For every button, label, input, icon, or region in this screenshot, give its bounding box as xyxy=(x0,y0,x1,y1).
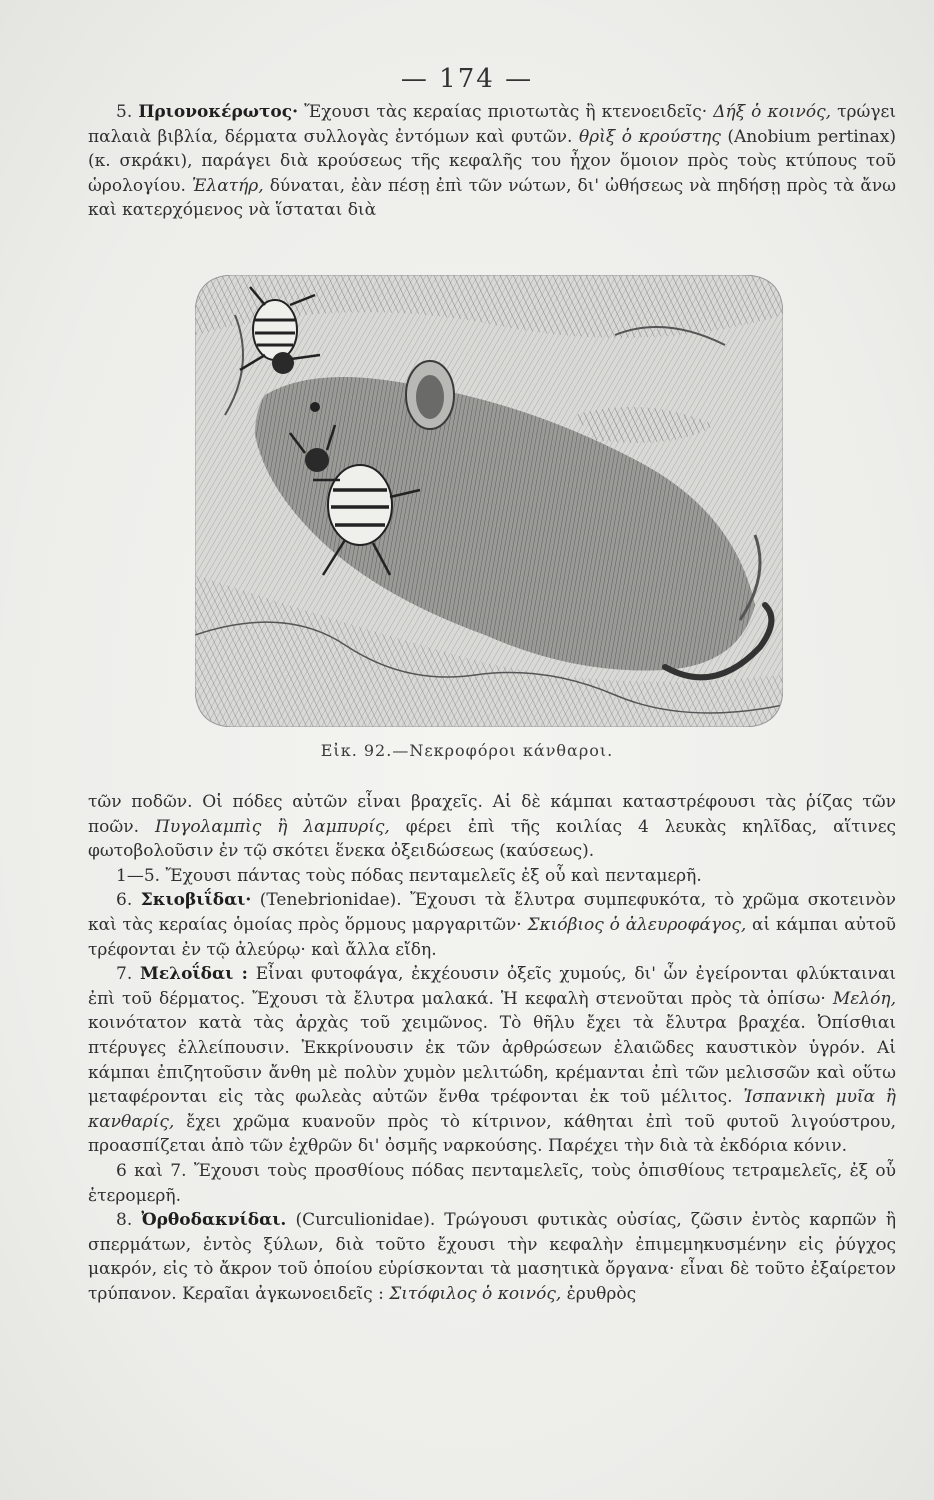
species-name: Μελόη, xyxy=(832,988,896,1009)
paragraph-orthodaknidai xyxy=(88,1208,896,1306)
paragraph-text: αἱ κάμπαι αὐτοῦ τρέφονται ἐν τῷ ἀλεύρῳ· καὶ ἄλλα εἴδη. xyxy=(88,914,896,960)
paragraph-meloidai xyxy=(88,962,896,1159)
paragraph-heteromera xyxy=(88,1159,896,1208)
section-number: 8. xyxy=(116,1210,133,1231)
paragraph-text: κοινότατον κατὰ τὰς ἀρχὰς τοῦ χειμῶνος. Τὸ θῆλυ ἔχει τὰ ἔλυτρα βραχέα. Ὀπίσθιαι πτέρυγες ἐλλείπουσιν. Ἐκκρίνουσιν ἐκ τῶν ἀρθρώσεων ἐλαιῶδες καυστικὸν ὑγρόν. Αἱ κάμπαι ἐπιζητοῦσιν ἄνθη μὲ πολὺν χυμὸν μελιτώδη, κρέμανται ἐπὶ τῶν μελισσῶν καὶ οὕτω μεταφέρονται εἰς τὰς φωλεὰς αὐτῶν ἔνθα τρέφονται ἐκ τοῦ μέλιτος. xyxy=(88,1013,896,1108)
species-name: Ἐλατήρ, xyxy=(191,175,264,196)
paragraph-continuation xyxy=(88,790,896,864)
page-number: — 174 — xyxy=(400,64,534,94)
figure-caption: Εἰκ. 92.—Νεκροφόροι κάνθαροι. xyxy=(320,741,614,760)
top-text-block xyxy=(88,100,896,223)
paragraph-text: δύναται, ἐὰν πέσῃ ἐπὶ τῶν νώτων, δι' ὠθήσεως νὰ πηδήσῃ πρὸς τὰ ἄνω καὶ κατερχόμενος νὰ ἵσταται διὰ xyxy=(88,175,897,221)
species-name: Πυγολαμπὶς ἢ λαμπυρίς, xyxy=(155,816,390,837)
paragraph-text: (Tenebrionidae). Ἔχουσι τὰ ἔλυτρα συμπεφυκότα, τὸ χρῶμα σκοτεινὸν καὶ τὰς κεραίας ὁμοίας πρὸς ὅρμους μαργαριτῶν· xyxy=(88,890,897,935)
section-heading: Μελοΐδαι : xyxy=(140,964,248,985)
species-name: Ἰσπανικὴ μυῖα ἢ κανθαρίς, xyxy=(88,1087,896,1132)
paragraph-text: (Curculionidae). Τρώγουσι φυτικὰς οὐσίας, ζῶσιν ἐντὸς καρπῶν ἢ σπερμάτων, ἐντὸς ξύλων, διὰ τοῦτο ἔχουσι τὴν κεφαλὴν ἐπιμεμηκυσμένην εἰς ῥύγχος μακρόν, εἰς τὸ ἄκρον τοῦ ὁποίου εὑρίσκονται τὰ μασητικὰ ὄργανα· εἶναι δὲ τοῦτο ἐξαίρετον τρύπανον. Κεραῖαι ἀγκωνοειδεῖς : xyxy=(88,1210,897,1304)
paragraph-text: 6 καὶ 7. Ἔχουσι τοὺς προσθίους πόδας πενταμελεῖς, τοὺς ὀπισθίους τετραμελεῖς, ἐξ οὗ ἑτερομερῆ. xyxy=(88,1160,896,1206)
paragraph-text: (Anobium pertinax) (κ. σκράκι), παράγει διὰ κρούσεως τῆς κεφαλῆς του ἦχον ὅμοιον πρὸς τοὺς κτύπους τοῦ ὡρολογίου. xyxy=(88,126,897,196)
species-name: Σκιόβιος ὁ ἀλευροφάγος, xyxy=(527,914,747,935)
section-heading: Πριονοκέρωτος· xyxy=(138,102,298,122)
figure-engraving xyxy=(195,275,783,727)
paragraph-text: Εἶναι φυτοφάγα, ἐκχέουσιν ὀξεῖς χυμούς, δι' ὧν ἐγείρονται φλύκταιναι ἐπὶ τοῦ δέρματος. Ἔχουσι τὰ ἔλυτρα μαλακά. Ἡ κεφαλὴ στενοῦται πρὸς τὰ ὀπίσω· xyxy=(88,964,897,1009)
species-name: Σιτόφιλος ὁ κοινός, xyxy=(389,1283,562,1304)
section-heading: Σκιοβιΐδαι· xyxy=(140,890,252,911)
species-name: θρὶξ ὁ κρούστης xyxy=(578,126,721,147)
paragraph-text: τῶν ποδῶν. Οἱ πόδες αὐτῶν εἶναι βραχεῖς. Αἱ δὲ κάμπαι καταστρέφουσι τὰς ῥίζας τῶν ποῶν. xyxy=(88,792,896,837)
paragraph-text: ἐρυθρὸς xyxy=(566,1283,637,1304)
section-heading: Ὀρθοδακνίδαι. xyxy=(141,1210,287,1231)
paragraph-skiobiidai xyxy=(88,888,896,962)
paragraph-text: 1—5. Ἔχουσι πάντας τοὺς πόδας πενταμελεῖς ἐξ οὗ καὶ πενταμερῆ. xyxy=(116,865,702,886)
section-number: 5. xyxy=(116,102,133,122)
paragraph-prionokerotos xyxy=(88,100,896,223)
paragraph-text: Ἔχουσι τὰς κεραίας πριοτωτὰς ἢ κτενοειδεῖς· xyxy=(304,102,708,122)
engraving-scene xyxy=(195,275,783,727)
paragraph-pentamera xyxy=(88,864,896,889)
bottom-text-block xyxy=(88,790,896,1306)
paragraph-text: τρώγει παλαιὰ βιβλία, δέρματα συλλογὰς ἐντόμων καὶ φυτῶν. xyxy=(88,102,896,147)
paragraph-text: ἔχει χρῶμα κυανοῦν πρὸς τὸ κίτρινον, κάθηται ἐπὶ τοῦ φυτοῦ λιγούστρου, προασπίζεται ἀπὸ τῶν ἐχθρῶν δι' ὀσμῆς ναρκούσης. Παρέχει τὴν διὰ τὰ ἐκδόρια κόνιν. xyxy=(88,1111,896,1157)
section-number: 6. xyxy=(116,890,133,911)
species-name: Δήξ ὁ κοινός, xyxy=(713,102,832,122)
paragraph-text: φέρει ἐπὶ τῆς κοιλίας 4 λευκὰς κηλῖδας, αἵτινες φωτοβολοῦσιν ἐν τῷ σκότει ἕνεκα ὀξειδώσεως (καύσεως). xyxy=(88,816,897,862)
section-number: 7. xyxy=(116,964,133,985)
